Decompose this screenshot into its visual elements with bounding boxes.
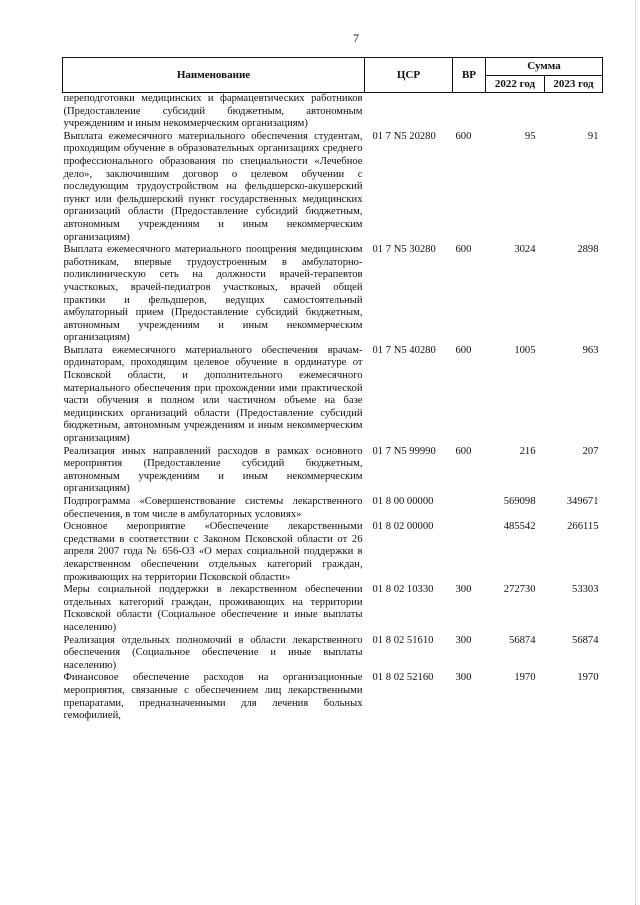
table-row: [63, 496, 603, 521]
row-name-cell: Меры социальной поддержки в лекарственном обеспечении отдельных категорий граждан, проживающих на территории Псковской области (Социальное обеспечение и иные выплаты населению): [63, 584, 363, 633]
row-name-cell: Реализация отдельных полномочий в области лекарственного обеспечения (Социальное обеспечение и иные выплаты населению): [63, 634, 363, 671]
row-amount-2022-cell: 95: [524, 130, 536, 142]
row-csr-cell: 01 8 02 00000: [372, 521, 434, 533]
row-vr-cell: 600: [455, 445, 472, 457]
row-vr-cell: [453, 521, 486, 584]
row-amount-2022-cell: 272730: [503, 584, 536, 596]
row-csr-cell: 01 7 N5 30280: [372, 244, 436, 256]
row-vr-cell: [453, 496, 486, 521]
row-amount-2023-cell: 1970: [577, 672, 599, 684]
row-name-cell: Финансовое обеспечение расходов на организационные мероприятия, связанные с обеспечением лиц лекарственными препаратами, предназначенными для лечения больных гемофилией,: [63, 672, 363, 722]
page-number: 7: [353, 31, 359, 45]
row-amount-2022-cell: 56874: [509, 634, 536, 646]
row-vr-cell: 600: [455, 344, 472, 356]
row-name-cell: Выплата ежемесячного материального поощрения медицинским работникам, впервые трудоустроенным в амбулаторно-поликлиническую сеть на должности врачей-терапевтов участковых, врачей-педиатров участковых, врачей общей практики и фельдшеров, ведущих самостоятельный амбулаторный прием (Предоставление субсидий бюджетным, автономным учреждениям и иным некоммерческим организациям): [63, 244, 363, 344]
row-vr-cell: 300: [455, 584, 472, 596]
row-amount-2022-cell: 3024: [514, 244, 536, 256]
row-amount-2023-cell: 56874: [572, 634, 599, 646]
header-year-2023: 2023 год: [545, 76, 603, 93]
row-csr-cell: 01 8 02 52160: [372, 672, 434, 684]
row-name-cell: переподготовки медицинских и фармацевтических работников (Предоставление субсидий бюджетным, автономным учреждениям и иным некоммерческим организациям): [63, 93, 363, 130]
row-name-cell: Реализация иных направлений расходов в рамках основного мероприятия (Предоставление субсидий бюджетным, автономным учреждениям и иным некоммерческим организациям): [63, 445, 363, 495]
table-row: [63, 446, 603, 496]
table-row: [63, 672, 603, 722]
table-row: [63, 131, 603, 244]
row-amount-2022-cell: 1970: [514, 672, 536, 684]
row-csr-cell: 01 8 00 00000: [372, 496, 434, 507]
row-amount-2022-cell: 1005: [514, 344, 536, 356]
page-edge-line: [634, 0, 636, 905]
row-amount-2023-cell: 2898: [577, 244, 599, 256]
row-amount-2022-cell: [486, 93, 545, 131]
row-name-cell: Выплата ежемесячного материального обеспечения студентам, проходящим обучение в образовательных организациях среднего профессионального образования по специальности «Лечебное дело», заключившим договор о целевом обучении с последующим трудоустройством на фельдшерско-акушерский пункт или фельдшерский пункт государственных медицинских организаций области (Предоставление субсидий бюджетным, автономным учреждениям и иным некоммерческим организациям): [63, 130, 363, 243]
table-row: [63, 244, 603, 345]
table-row: [63, 521, 603, 584]
row-vr-cell: 300: [455, 634, 472, 646]
row-amount-2023-cell: 53303: [572, 584, 599, 596]
row-csr-cell: 01 7 N5 20280: [372, 130, 436, 142]
row-name-cell: Выплата ежемесячного материального обеспечения врачам-ординаторам, проходящим целевое обучение в ординатуре от Псковской области, и дополнительного ежемесячного материального обеспечения при прохождении ими практической части обучения в полном или частичном объеме на базе медицинских организаций области (Предоставление субсидий бюджетным, автономным учреждениям и иным некоммерческим организациям): [63, 344, 363, 445]
row-csr-cell: 01 8 02 51610: [372, 634, 434, 646]
row-amount-2023-cell: 963: [582, 344, 599, 356]
row-amount-2023-cell: 207: [582, 445, 599, 457]
row-amount-2022-cell: 485542: [503, 521, 536, 533]
row-amount-2023-cell: 91: [587, 130, 599, 142]
table-row: [63, 584, 603, 634]
header-name: Наименование: [63, 58, 365, 93]
table-row: [63, 635, 603, 673]
table-row: [63, 345, 603, 446]
row-csr-cell: 01 7 N5 99990: [372, 445, 436, 457]
row-amount-2022-cell: 569098: [503, 496, 536, 507]
row-amount-2023-cell: 266115: [567, 521, 599, 533]
budget-table: [62, 57, 603, 723]
row-vr-cell: 300: [455, 672, 472, 684]
row-csr-cell: 01 7 N5 40280: [372, 344, 436, 356]
row-amount-2023-cell: 349671: [566, 496, 599, 507]
row-name-cell: Основное мероприятие «Обеспечение лекарственными средствами в соответствии с Законом Псковской области от 26 апреля 2007 года № 656-ОЗ «О мерах социальной поддержки в лекарственном обеспечении отдельных категорий граждан, проживающих на территории Псковской области»: [63, 521, 363, 583]
row-vr-cell: 600: [455, 244, 472, 256]
header-year-2022: 2022 год: [486, 76, 545, 93]
table-header: [63, 58, 603, 93]
row-amount-2023-cell: [545, 93, 603, 131]
header-csr: ЦСР: [365, 58, 453, 93]
table-body: [63, 93, 603, 723]
row-csr-cell: [365, 93, 453, 131]
row-csr-cell: 01 8 02 10330: [372, 584, 434, 596]
row-name-cell: Подпрограмма «Совершенствование системы лекарственного обеспечения, в том числе в амбулаторных условиях»: [63, 496, 363, 520]
row-vr-cell: [453, 93, 486, 131]
header-sum: Сумма: [486, 58, 603, 76]
table-row: [63, 93, 603, 131]
header-vr: ВР: [453, 58, 486, 93]
row-vr-cell: 600: [455, 130, 472, 142]
row-amount-2022-cell: 216: [519, 445, 536, 457]
